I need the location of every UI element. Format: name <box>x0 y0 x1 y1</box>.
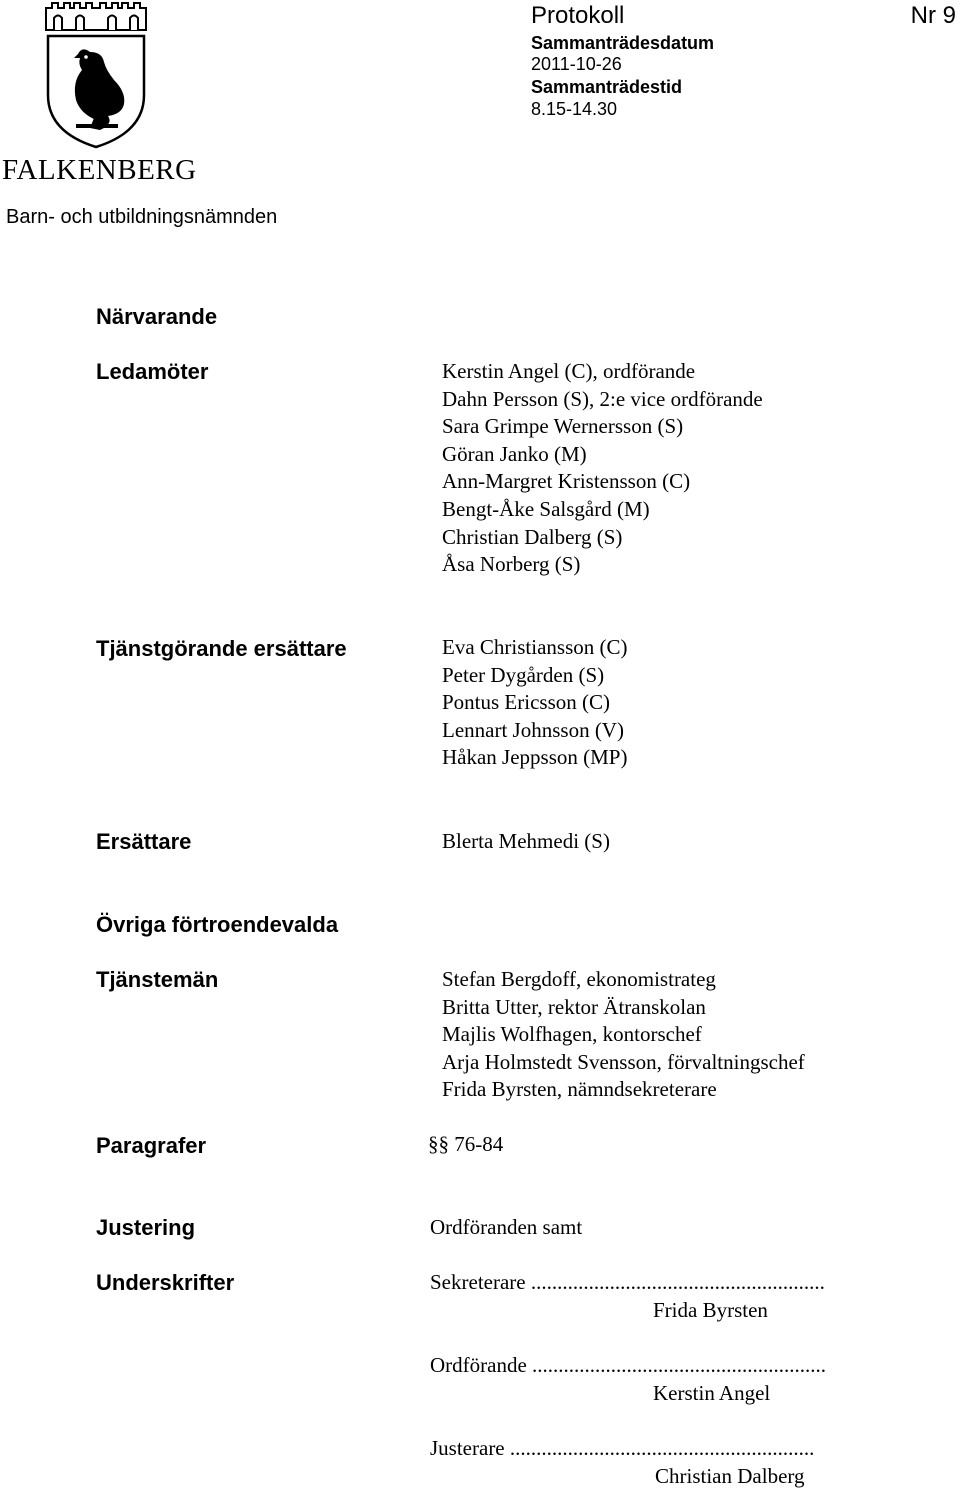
substitutes-list <box>442 828 610 856</box>
chair-name: Kerstin Angel <box>653 1381 771 1405</box>
municipality-wordmark: FALKENBERG <box>2 154 197 186</box>
doc-type: Protokoll <box>531 2 625 29</box>
date-label: Sammanträdesdatum <box>531 33 715 53</box>
others-title: Övriga förtroendevalda <box>96 912 339 937</box>
substitutes-label: Ersättare <box>96 829 192 854</box>
attendance-title: Närvarande <box>96 304 218 329</box>
members-label: Ledamöter <box>96 359 209 384</box>
list-item: Blerta Mehmedi (S) <box>442 829 610 853</box>
serving-substitutes-label: Tjänstgörande ersättare <box>96 636 347 661</box>
list-item: Pontus Ericsson (C) <box>442 690 610 715</box>
secretary-name: Frida Byrsten <box>653 1298 768 1322</box>
officials-list <box>442 966 805 1104</box>
signatures-label: Underskrifter <box>96 1270 235 1295</box>
meeting-time: 8.15-14.30 <box>531 99 618 119</box>
paragraphs-value: §§ 76-84 <box>428 1132 504 1156</box>
meeting-date: 2011-10-26 <box>531 54 622 74</box>
board-name: Barn- och utbildningsnämnden <box>6 206 278 228</box>
list-item: Kerstin Angel (C), ordförande <box>442 359 696 383</box>
list-item: Majlis Wolfhagen, kontorschef <box>442 1022 702 1047</box>
time-label: Sammanträdestid <box>531 77 683 97</box>
list-item: Ann-Margret Kristensson (C) <box>442 469 691 494</box>
paragraphs-label: Paragrafer <box>96 1133 207 1158</box>
list-item: Åsa Norberg (S) <box>442 552 581 577</box>
list-item: Bengt-Åke Salsgård (M) <box>442 496 650 521</box>
falkenberg-coat-of-arms-icon <box>42 0 150 150</box>
list-item: Göran Janko (M) <box>442 441 587 466</box>
serving-substitutes-list <box>442 634 627 772</box>
list-item: Dahn Persson (S), 2:e vice ordförande <box>442 386 763 411</box>
adjuster-signature-line: Justerare .......................................................... <box>430 1436 815 1460</box>
list-item: Britta Utter, rektor Ätranskolan <box>442 994 706 1019</box>
members-list <box>442 358 763 579</box>
secretary-signature-line: Sekreterare ........................................................ <box>430 1270 825 1294</box>
list-item: Eva Christiansson (C) <box>442 635 628 659</box>
list-item: Christian Dalberg (S) <box>442 524 623 549</box>
officials-label: Tjänstemän <box>96 967 219 992</box>
doc-number: Nr 9 <box>910 2 956 29</box>
adjustment-value: Ordföranden samt <box>430 1215 583 1239</box>
list-item: Arja Holmstedt Svensson, förvaltningschef <box>442 1049 805 1074</box>
list-item: Lennart Johnsson (V) <box>442 717 624 742</box>
list-item: Håkan Jeppsson (MP) <box>442 745 628 770</box>
list-item: Frida Byrsten, nämndsekreterare <box>442 1077 717 1102</box>
adjuster-name: Christian Dalberg <box>655 1464 805 1488</box>
list-item: Peter Dygården (S) <box>442 662 605 687</box>
list-item: Stefan Bergdoff, ekonomistrateg <box>442 967 716 991</box>
chair-signature-line: Ordförande ........................................................ <box>430 1353 827 1377</box>
list-item: Sara Grimpe Wernersson (S) <box>442 414 684 439</box>
adjustment-label: Justering <box>96 1215 196 1240</box>
